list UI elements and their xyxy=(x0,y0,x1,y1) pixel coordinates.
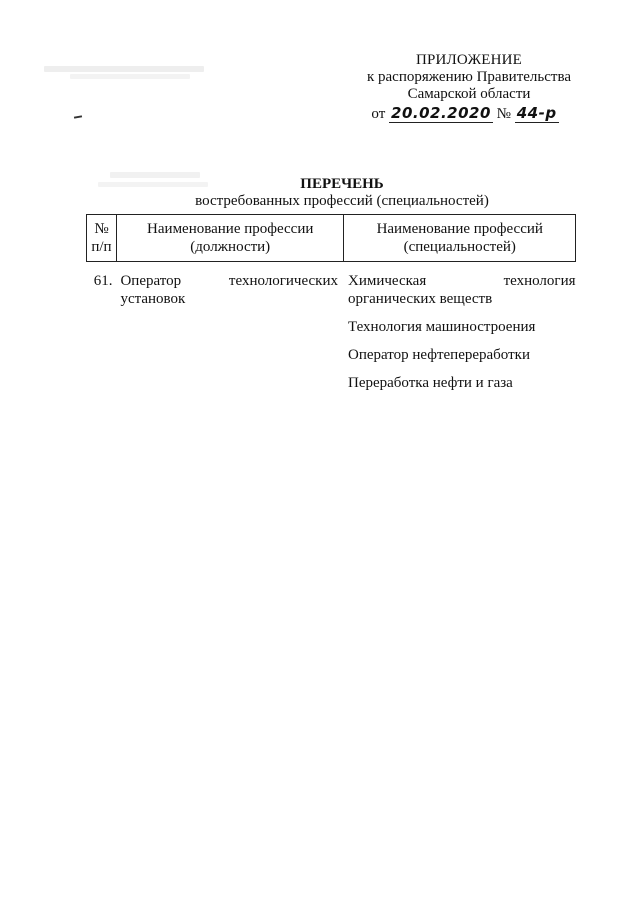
specialty-item: Оператор нефтепереработки xyxy=(347,347,530,363)
professions-table xyxy=(86,214,576,402)
specialty-item: Технология машиностроения xyxy=(347,319,536,335)
scan-mark xyxy=(74,115,82,118)
scan-speck xyxy=(44,66,204,72)
table-header-row xyxy=(87,215,576,262)
appendix-block xyxy=(364,52,574,123)
document-title: ПЕРЕЧЕНЬ xyxy=(300,176,384,192)
appendix-line-2: Самарской области xyxy=(407,86,531,102)
row-number: 61. xyxy=(93,273,113,289)
date-prefix: от xyxy=(371,106,386,122)
document-heading xyxy=(0,176,640,210)
header-specialty: Наименование профессий (специальностей) xyxy=(344,215,576,262)
appendix-dateline xyxy=(360,105,570,123)
date-value: 20.02.2020 xyxy=(391,104,491,122)
appendix-title: ПРИЛОЖЕНИЕ xyxy=(415,52,523,68)
row-specialties xyxy=(344,262,576,403)
header-number: № п/п xyxy=(87,215,117,262)
scan-speck xyxy=(70,74,190,79)
appendix-line-1: к распоряжению Правительства xyxy=(366,69,571,85)
row-position: Оператор технологических установок xyxy=(120,273,338,307)
header-position: Наименование профессии (должности) xyxy=(116,215,344,262)
document-subtitle: востребованных профессий (специальностей) xyxy=(195,193,489,209)
specialty-item: Переработка нефти и газа xyxy=(347,375,513,391)
number-value: 44-р xyxy=(516,104,557,122)
number-prefix: № xyxy=(496,106,511,122)
specialty-item: Химическая технология органических веществ xyxy=(347,273,576,307)
table-row xyxy=(87,262,576,403)
